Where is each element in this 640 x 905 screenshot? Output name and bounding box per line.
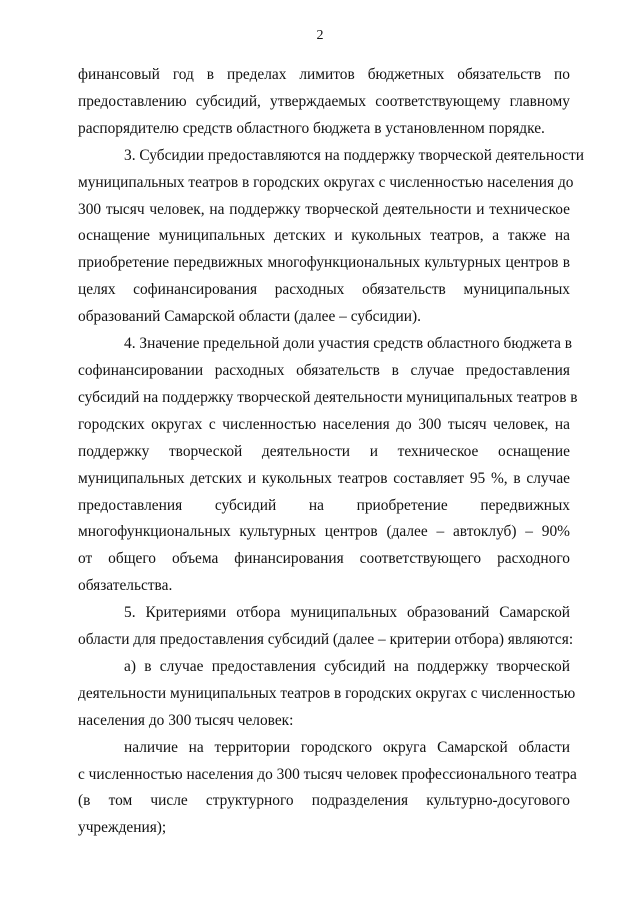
text-line: образований Самарской области (далее – субсидии). xyxy=(78,308,421,326)
text-line: учреждения); xyxy=(78,819,167,837)
text-line: муниципальных детских и кукольных театров составляет 95 %, в случае xyxy=(78,469,570,487)
text-line: (в том числе структурного подразделения культурно-досугового xyxy=(78,792,570,810)
document-body xyxy=(78,62,584,842)
text-line: наличие на территории городского округа Самарской области xyxy=(124,738,570,756)
text-line: субсидий на поддержку творческой деятельности муниципальных театров в xyxy=(78,388,578,406)
text-line: области для предоставления субсидий (далее – критерии отбора) являются: xyxy=(78,631,574,649)
text-line: многофункциональных культурных центров (далее – автоклуб) – 90% xyxy=(78,523,570,541)
paragraph-5a xyxy=(78,654,576,735)
text-line: а) в случае предоставления субсидий на поддержку творческой xyxy=(124,657,570,675)
paragraph-5 xyxy=(78,600,574,654)
text-line: муниципальных театров в городских округах с численностью населения до xyxy=(78,173,574,191)
paragraph-3 xyxy=(78,143,584,331)
text-line: обязательства. xyxy=(78,577,173,595)
text-line: 5. Критериями отбора муниципальных образований Самарской xyxy=(124,604,570,622)
text-line: приобретение передвижных многофункциональных культурных центров в xyxy=(78,254,570,272)
text-line: софинансировании расходных обязательств в случае предоставления xyxy=(78,361,570,379)
text-line: предоставления субсидий на приобретение передвижных xyxy=(78,496,570,514)
paragraph-4 xyxy=(78,331,578,600)
text-line: от общего объема финансирования соответствующего расходного xyxy=(78,550,570,568)
text-line: 300 тысяч человек, на поддержку творческой деятельности и техническое xyxy=(78,200,570,218)
text-line: 3. Субсидии предоставляются на поддержку творческой деятельности xyxy=(124,146,584,164)
page-number: 2 xyxy=(316,28,324,43)
text-line: предоставлению субсидий, утверждаемых соответствующему главному xyxy=(78,92,570,110)
paragraph-continuation xyxy=(78,62,570,143)
paragraph-5a-item xyxy=(78,735,577,843)
text-line: деятельности муниципальных театров в городских округах с численностью xyxy=(78,684,576,702)
text-line: городских округах с численностью населения до 300 тысяч человек, на xyxy=(78,415,570,433)
text-line: финансовый год в пределах лимитов бюджетных обязательств по xyxy=(78,66,570,83)
text-line: с численностью населения до 300 тысяч человек профессионального театра xyxy=(78,765,577,783)
text-line: населения до 300 тысяч человек: xyxy=(78,711,294,729)
text-line: оснащение муниципальных детских и кукольных театров, а также на xyxy=(78,227,570,245)
text-line: распорядителю средств областного бюджета в установленном порядке. xyxy=(78,119,545,137)
text-line: поддержку творческой деятельности и техническое оснащение xyxy=(78,442,570,460)
text-line: целях софинансирования расходных обязательств муниципальных xyxy=(78,281,570,299)
text-line: 4. Значение предельной доли участия средств областного бюджета в xyxy=(124,335,573,353)
